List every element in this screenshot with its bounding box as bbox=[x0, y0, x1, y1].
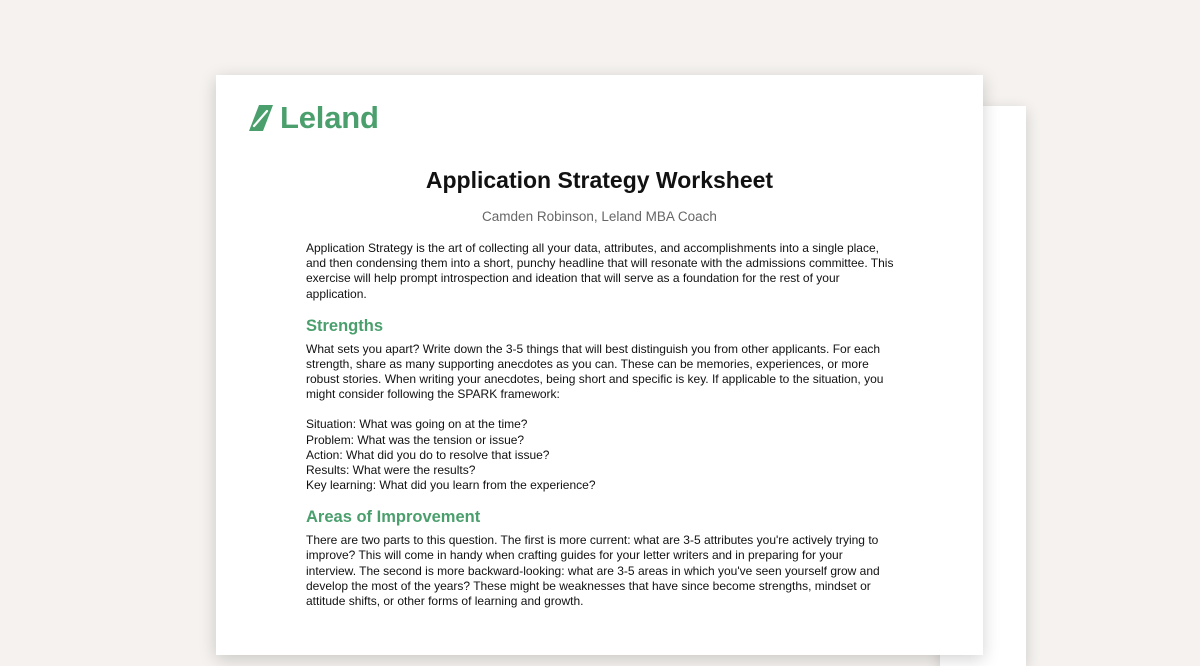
worksheet-page bbox=[216, 75, 983, 655]
document-author: Camden Robinson, Leland MBA Coach bbox=[482, 209, 717, 224]
document-body bbox=[306, 241, 896, 609]
improvement-heading: Areas of Improvement bbox=[306, 508, 481, 527]
spark-framework-list bbox=[306, 417, 896, 493]
document-title: Application Strategy Worksheet bbox=[425, 167, 774, 193]
improvement-paragraph: There are two parts to this question. The first is more current: what are 3-5 attributes you're actively trying to improve? This will come in handy when crafting guides for your letter writers and in preparing for your interview. The second is more backward-looking: what are 3-5 areas in which you've seen yourself grow and develop the most of the years? These might be weaknesses that have since become strengths, mindset or attitude shifts, or other forms of learning and growth. bbox=[306, 533, 880, 609]
leland-leaf-icon bbox=[248, 104, 274, 132]
strengths-paragraph: What sets you apart? Write down the 3-5 things that will best distinguish you from other applicants. For each strength, share as many supporting anecdotes as you can. These can be memories, experiences, or more robust stories. When writing your anecdotes, being short and specific is key. If applicable to the situation, you might consider following the SPARK framework: bbox=[306, 341, 884, 402]
spark-item-situation: Situation: What was going on at the time? bbox=[306, 417, 528, 432]
spark-item-problem: Problem: What was the tension or issue? bbox=[306, 432, 525, 447]
strengths-heading: Strengths bbox=[306, 316, 384, 335]
spark-item-key-learning: Key learning: What did you learn from the experience? bbox=[306, 478, 596, 493]
logo-text: Leland bbox=[280, 100, 379, 135]
spark-item-action: Action: What did you do to resolve that issue? bbox=[306, 447, 550, 462]
spark-item-results: Results: What were the results? bbox=[306, 463, 476, 478]
intro-paragraph: Application Strategy is the art of collecting all your data, attributes, and accomplishments into a single place, and then condensing them into a short, punchy headline that will resonate with the admissions committee. This exercise will help prompt introspection and ideation that will serve as a foundation for the rest of your application. bbox=[306, 241, 894, 301]
leland-logo bbox=[248, 102, 379, 133]
